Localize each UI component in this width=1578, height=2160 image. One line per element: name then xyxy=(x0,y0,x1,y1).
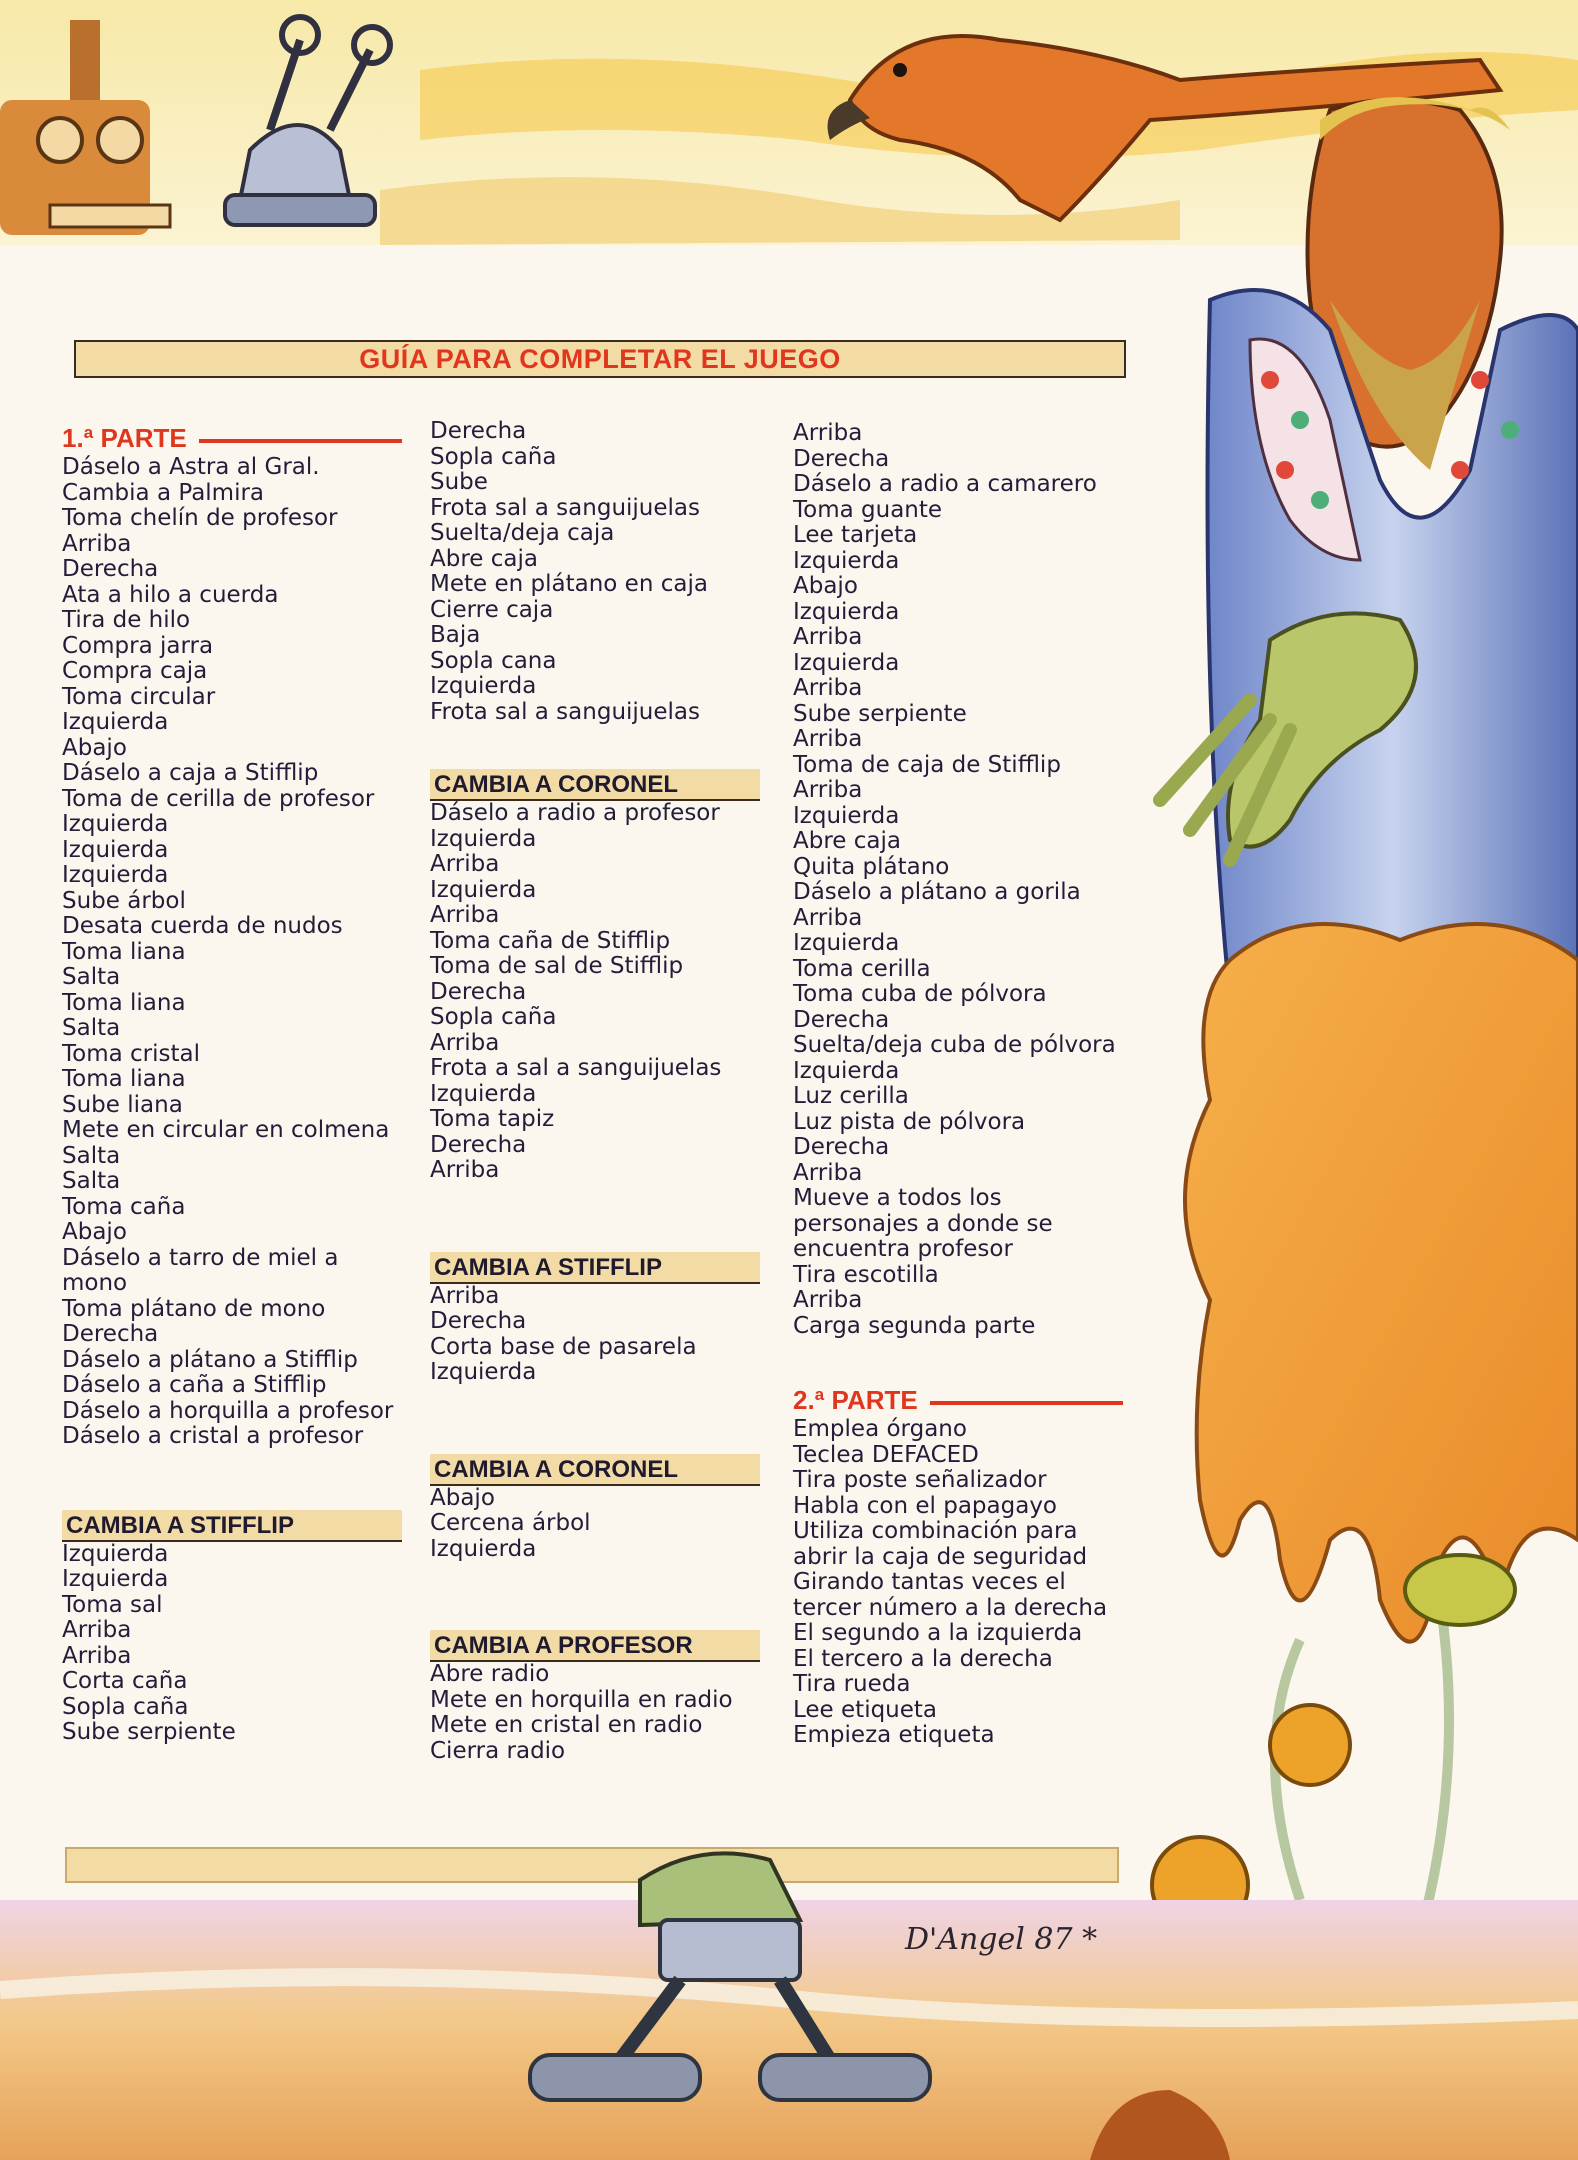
heading-rule xyxy=(930,1401,1123,1405)
step-item: Arriba xyxy=(793,675,863,701)
step-item: Derecha xyxy=(430,1131,527,1158)
coronel-1-steps xyxy=(430,801,760,1184)
step-item: Izquierda xyxy=(62,1540,169,1567)
step-item: Izquierda xyxy=(430,1535,537,1562)
step-item: Izquierda xyxy=(62,862,169,888)
step-item: Arriba xyxy=(62,1642,132,1669)
step-item: Toma de sal de Stifflip xyxy=(430,953,684,979)
step-item: Teclea DEFACED xyxy=(793,1441,979,1468)
step-item: Arriba xyxy=(793,420,863,446)
step-item: Derecha xyxy=(793,1006,890,1033)
step-item: Izquierda xyxy=(430,1359,537,1385)
step-item: Toma de cerilla de profesor xyxy=(62,785,375,812)
step-item: Arriba xyxy=(430,902,500,928)
step-item: Habla con el papagayo xyxy=(793,1492,1058,1519)
step-item: Izquierda xyxy=(793,802,900,829)
step-item: Corta base de pasarela xyxy=(430,1333,697,1360)
step-item: Toma liana xyxy=(62,989,186,1016)
section-heading-stifflip: CAMBIA A STIFFLIP xyxy=(62,1510,402,1542)
step-item: Girando tantas veces el tercer número a la derecha xyxy=(793,1569,1108,1621)
step-item: Mete en circular en colmena xyxy=(62,1117,390,1143)
step-item: Dáselo a caña a Stifflip xyxy=(62,1372,327,1398)
step-item: Dáselo a caja a Stifflip xyxy=(62,760,319,786)
step-item: Arriba xyxy=(430,1282,500,1309)
step-item: Izquierda xyxy=(62,709,169,735)
step-item: Arriba xyxy=(430,1029,500,1056)
guide-title-bar xyxy=(74,340,1126,378)
step-item: Salta xyxy=(62,1168,121,1194)
step-item: Toma liana xyxy=(62,1066,186,1092)
heading-rule xyxy=(199,439,402,443)
step-item: Sube árbol xyxy=(62,887,186,914)
step-item: Arriba xyxy=(430,851,500,877)
step-item: Toma plátano de mono xyxy=(62,1295,326,1322)
step-item: Derecha xyxy=(430,418,527,444)
step-item: Arriba xyxy=(430,1157,500,1183)
step-item: Izquierda xyxy=(793,1057,900,1084)
step-item: Sube liana xyxy=(62,1091,183,1118)
step-item: Toma circular xyxy=(62,683,216,710)
section-heading-coronel-1: CAMBIA A CORONEL xyxy=(430,769,760,801)
step-item: Tira poste señalizador xyxy=(793,1467,1047,1493)
step-item: Arriba xyxy=(793,904,863,931)
step-item: Derecha xyxy=(62,556,159,582)
step-item: Dáselo a radio a camarero xyxy=(793,471,1097,497)
step-item: Mete en plátano en caja xyxy=(430,571,708,597)
section-heading-profesor: CAMBIA A PROFESOR xyxy=(430,1630,760,1662)
step-item: Frota sal a sanguijuelas xyxy=(430,494,700,521)
step-item: Quita plátano xyxy=(793,853,950,880)
part-1-steps xyxy=(62,455,402,1450)
step-item: Abajo xyxy=(62,734,127,761)
step-item: Salta xyxy=(62,964,121,990)
step-item: Toma caña xyxy=(62,1193,186,1220)
step-item: Arriba xyxy=(793,726,863,752)
step-item: Cierre caja xyxy=(430,596,554,623)
step-item: Derecha xyxy=(62,1321,159,1347)
step-item: Dáselo a horquilla a profesor xyxy=(62,1397,394,1424)
step-item: Carga segunda parte xyxy=(793,1312,1036,1339)
step-item: Arriba xyxy=(793,777,863,803)
step-item: Derecha xyxy=(793,1134,890,1160)
step-item: Izquierda xyxy=(793,547,900,574)
part-2-label: 2.ª PARTE xyxy=(793,1384,918,1415)
step-item: Toma tapiz xyxy=(430,1106,555,1132)
step-item: Sopla cana xyxy=(430,647,557,674)
step-item: Sube serpiente xyxy=(62,1719,236,1745)
step-item: Toma de caja de Stifflip xyxy=(793,751,1061,778)
step-item: Suelta/deja cuba de pólvora xyxy=(793,1032,1116,1058)
step-item: Dáselo a tarro de miel a mono xyxy=(62,1244,339,1296)
step-item: Toma cuba de pólvora xyxy=(793,981,1047,1007)
step-item: Lee tarjeta xyxy=(793,522,918,548)
step-item: Baja xyxy=(430,622,481,648)
profesor-steps xyxy=(430,1662,760,1764)
part-1-heading xyxy=(62,421,402,455)
step-item: Arriba xyxy=(793,1287,863,1313)
artist-signature: D'Angel 87 * xyxy=(905,1922,1098,1957)
step-item: Izquierda xyxy=(430,876,537,903)
step-item: Ata a hilo a cuerda xyxy=(62,581,279,608)
step-item: Arriba xyxy=(793,624,863,650)
step-item: Dáselo a plátano a Stifflip xyxy=(62,1346,358,1373)
step-item: Toma cerilla xyxy=(793,955,931,982)
step-item: Empieza etiqueta xyxy=(793,1722,995,1748)
step-item: Abajo xyxy=(793,573,858,599)
step-item: Toma caña de Stifflip xyxy=(430,927,671,954)
step-item: Izquierda xyxy=(430,673,537,699)
step-item: Abajo xyxy=(430,1484,495,1511)
step-item: Emplea órgano xyxy=(793,1416,967,1442)
step-item: Abajo xyxy=(62,1219,127,1245)
step-item: Frota sal a sanguijuelas xyxy=(430,698,700,725)
step-item: Utiliza combinación para abrir la caja de seguridad xyxy=(793,1518,1088,1570)
step-item: Sopla caña xyxy=(62,1693,189,1720)
step-item: Toma sal xyxy=(62,1591,163,1618)
step-item: Dáselo a radio a profesor xyxy=(430,800,720,826)
step-item: Mete en horquilla en radio xyxy=(430,1686,733,1713)
column-1 xyxy=(62,421,402,1746)
step-item: Corta caña xyxy=(62,1668,188,1694)
step-item: Salta xyxy=(62,1142,121,1169)
column-3-steps xyxy=(793,421,1123,1339)
step-item: Luz cerilla xyxy=(793,1083,909,1109)
step-item: Compra jarra xyxy=(62,632,214,659)
step-item: Abre radio xyxy=(430,1661,550,1687)
step-item: Mueve a todos los personajes a donde se encuentra profesor xyxy=(793,1185,1053,1262)
step-item: Toma cristal xyxy=(62,1040,200,1067)
step-item: Frota a sal a sanguijuelas xyxy=(430,1055,722,1081)
step-item: Izquierda xyxy=(62,1566,169,1592)
step-item: Dáselo a cristal a profesor xyxy=(62,1423,364,1449)
step-item: Lee etiqueta xyxy=(793,1696,938,1723)
step-item: Izquierda xyxy=(430,1080,537,1107)
step-item: Tira rueda xyxy=(793,1671,911,1697)
step-item: Izquierda xyxy=(793,598,900,625)
step-item: Tira escotilla xyxy=(793,1261,939,1288)
step-item: Compra caja xyxy=(62,658,208,684)
step-item: Arriba xyxy=(62,530,132,557)
step-item: Salta xyxy=(62,1015,121,1041)
step-item: Luz pista de pólvora xyxy=(793,1108,1026,1135)
step-item: El segundo a la izquierda xyxy=(793,1620,1083,1646)
step-item: Abre caja xyxy=(793,828,901,854)
column-3 xyxy=(793,421,1123,1749)
step-item: Cierra radio xyxy=(430,1737,566,1764)
step-item: Toma liana xyxy=(62,938,186,965)
step-item: Izquierda xyxy=(62,836,169,863)
column-2-intro-steps xyxy=(430,419,760,725)
section-heading-stifflip-2: CAMBIA A STIFFLIP xyxy=(430,1252,760,1284)
section-heading-coronel-2: CAMBIA A CORONEL xyxy=(430,1454,760,1486)
step-item: Izquierda xyxy=(793,649,900,676)
step-item: Arriba xyxy=(793,1159,863,1186)
step-item: Sopla caña xyxy=(430,1004,557,1030)
part-2-steps xyxy=(793,1417,1123,1749)
column-2 xyxy=(430,419,760,1764)
step-item: Toma chelín de profesor xyxy=(62,505,338,531)
step-item: Desata cuerda de nudos xyxy=(62,913,343,939)
step-item: Arriba xyxy=(62,1617,132,1643)
part-2-heading xyxy=(793,1383,1123,1417)
page-title: GUÍA PARA COMPLETAR EL JUEGO xyxy=(359,343,841,374)
step-item: Sube serpiente xyxy=(793,700,967,727)
part-1-label: 1.ª PARTE xyxy=(62,422,187,453)
step-item: Suelta/deja caja xyxy=(430,520,615,546)
coronel-2-steps xyxy=(430,1486,760,1563)
step-item: Derecha xyxy=(793,445,890,472)
step-item: Derecha xyxy=(430,1308,527,1334)
step-item: Sopla caña xyxy=(430,443,557,470)
step-item: Tira de hilo xyxy=(62,607,191,633)
stifflip-2-steps xyxy=(430,1284,760,1386)
step-item: Dáselo a Astra al Gral. xyxy=(62,454,320,480)
step-item: Izquierda xyxy=(62,811,169,837)
step-item: El tercero a la derecha xyxy=(793,1645,1053,1672)
step-item: Sube xyxy=(430,469,488,495)
step-item: Cercena árbol xyxy=(430,1510,591,1536)
step-item: Abre caja xyxy=(430,545,538,572)
stifflip-steps xyxy=(62,1542,402,1746)
step-item: Derecha xyxy=(430,978,527,1005)
step-item: Dáselo a plátano a gorila xyxy=(793,879,1081,905)
step-item: Toma guante xyxy=(793,496,943,523)
step-item: Mete en cristal en radio xyxy=(430,1712,703,1738)
step-item: Izquierda xyxy=(430,825,537,852)
step-item: Cambia a Palmira xyxy=(62,479,265,506)
step-item: Izquierda xyxy=(793,930,900,956)
